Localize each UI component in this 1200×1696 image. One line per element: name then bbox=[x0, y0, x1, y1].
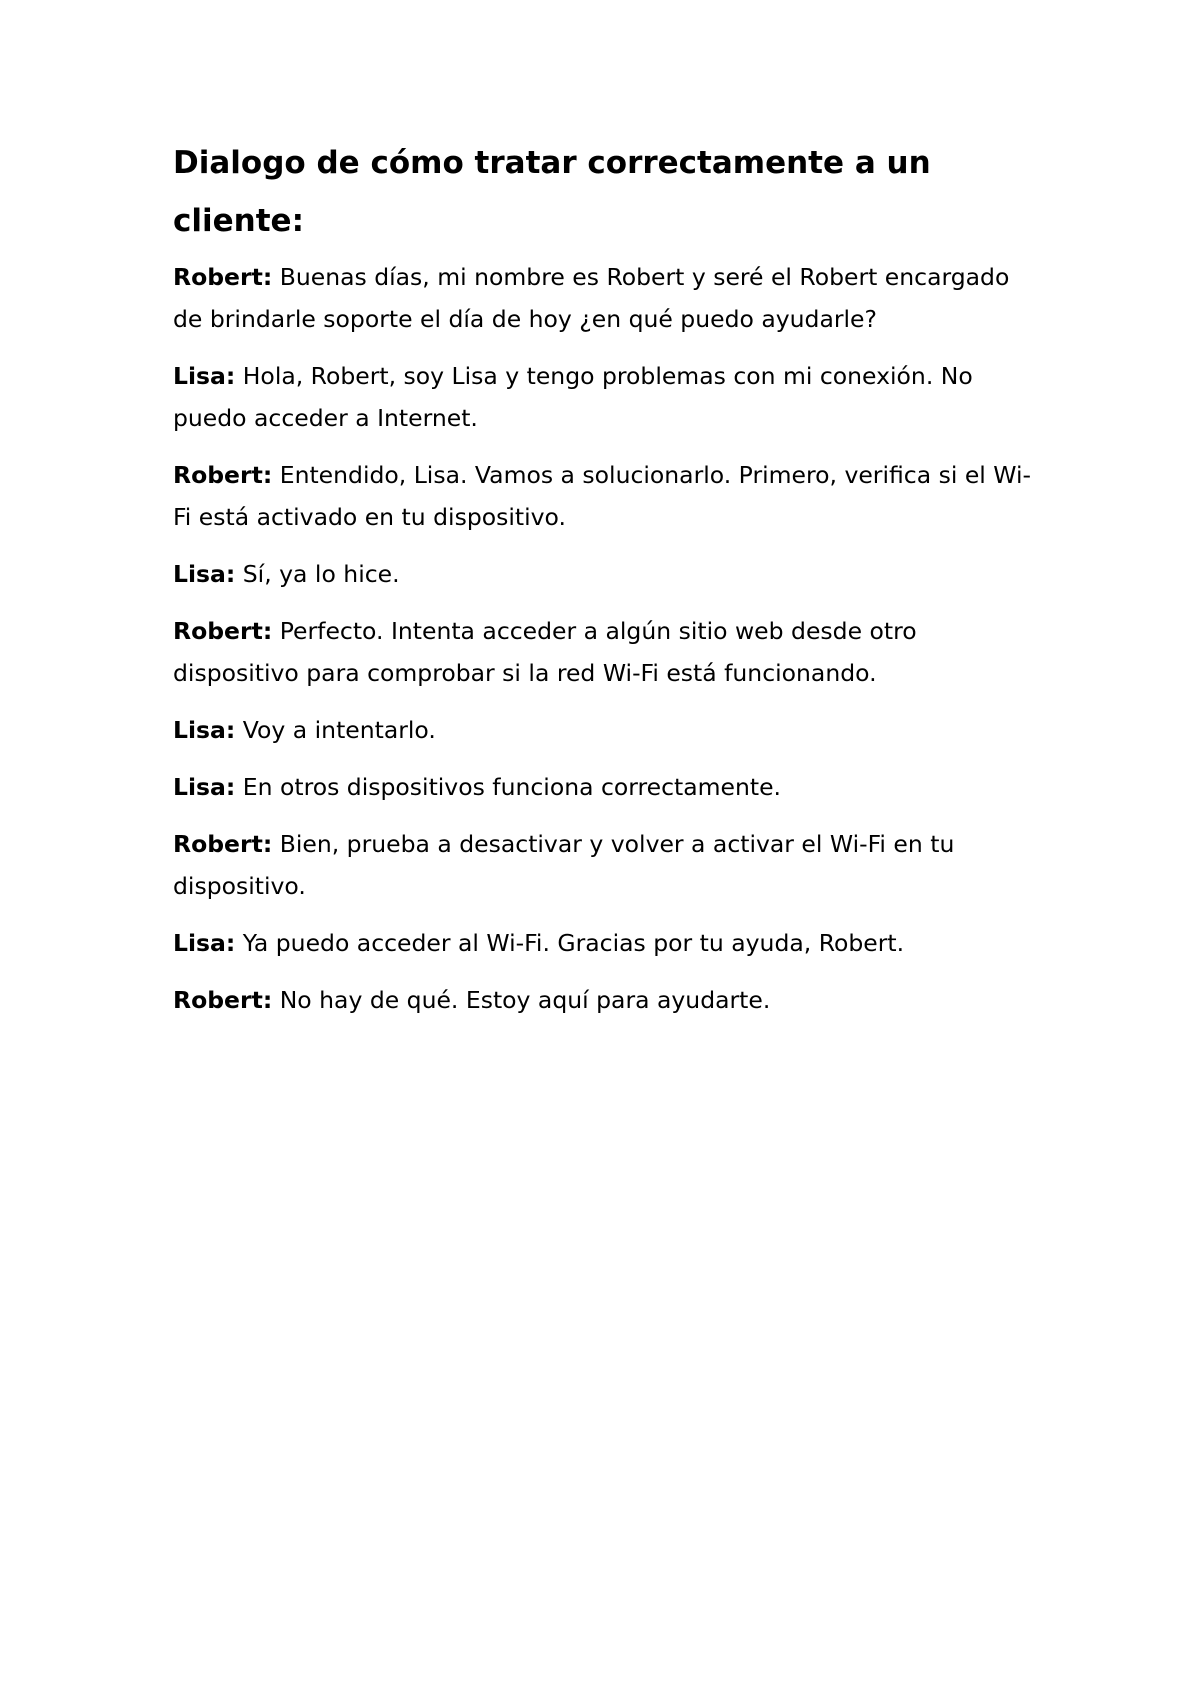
speaker-name: Robert: bbox=[173, 830, 273, 858]
dialogue-line bbox=[173, 610, 1040, 694]
dialogue-text: Ya puedo acceder al Wi-Fi. Gracias por tu ayuda, Robert. bbox=[242, 929, 905, 957]
dialogue-line bbox=[173, 553, 1040, 595]
speaker-name: Robert: bbox=[173, 461, 273, 489]
dialogue-line bbox=[173, 355, 1040, 439]
speaker-name: Lisa: bbox=[173, 773, 236, 801]
dialogue-text: Voy a intentarlo. bbox=[242, 716, 436, 744]
dialogue-text: Perfecto. Intenta acceder a algún sitio web desde otro dispositivo para comprobar si la red Wi-Fi está funcionando. bbox=[173, 617, 917, 687]
speaker-name: Robert: bbox=[173, 986, 273, 1014]
dialogue-list bbox=[173, 256, 1040, 1021]
dialogue-line bbox=[173, 709, 1040, 751]
speaker-name: Lisa: bbox=[173, 560, 236, 588]
dialogue-text: Sí, ya lo hice. bbox=[242, 560, 400, 588]
dialogue-text: Hola, Robert, soy Lisa y tengo problemas con mi conexión. No puedo acceder a Internet. bbox=[173, 362, 973, 432]
speaker-name: Lisa: bbox=[173, 716, 236, 744]
dialogue-text: Entendido, Lisa. Vamos a solucionarlo. Primero, verifica si el Wi-Fi está activado en tu dispositivo. bbox=[173, 461, 1032, 531]
dialogue-line bbox=[173, 823, 1040, 907]
dialogue-line bbox=[173, 922, 1040, 964]
dialogue-line bbox=[173, 766, 1040, 808]
speaker-name: Lisa: bbox=[173, 362, 236, 390]
dialogue-line bbox=[173, 979, 1040, 1021]
dialogue-text: Buenas días, mi nombre es Robert y seré el Robert encargado de brindarle soporte el día de hoy ¿en qué puedo ayudarle? bbox=[173, 263, 1010, 333]
dialogue-text: No hay de qué. Estoy aquí para ayudarte. bbox=[279, 986, 771, 1014]
speaker-name: Robert: bbox=[173, 263, 273, 291]
dialogue-text: En otros dispositivos funciona correctamente. bbox=[242, 773, 782, 801]
document-title: Dialogo de cómo tratar correctamente a un cliente: bbox=[173, 145, 931, 239]
dialogue-text: Bien, prueba a desactivar y volver a activar el Wi-Fi en tu dispositivo. bbox=[173, 830, 955, 900]
dialogue-line bbox=[173, 454, 1040, 538]
speaker-name: Robert: bbox=[173, 617, 273, 645]
dialogue-line bbox=[173, 256, 1040, 340]
speaker-name: Lisa: bbox=[173, 929, 236, 957]
